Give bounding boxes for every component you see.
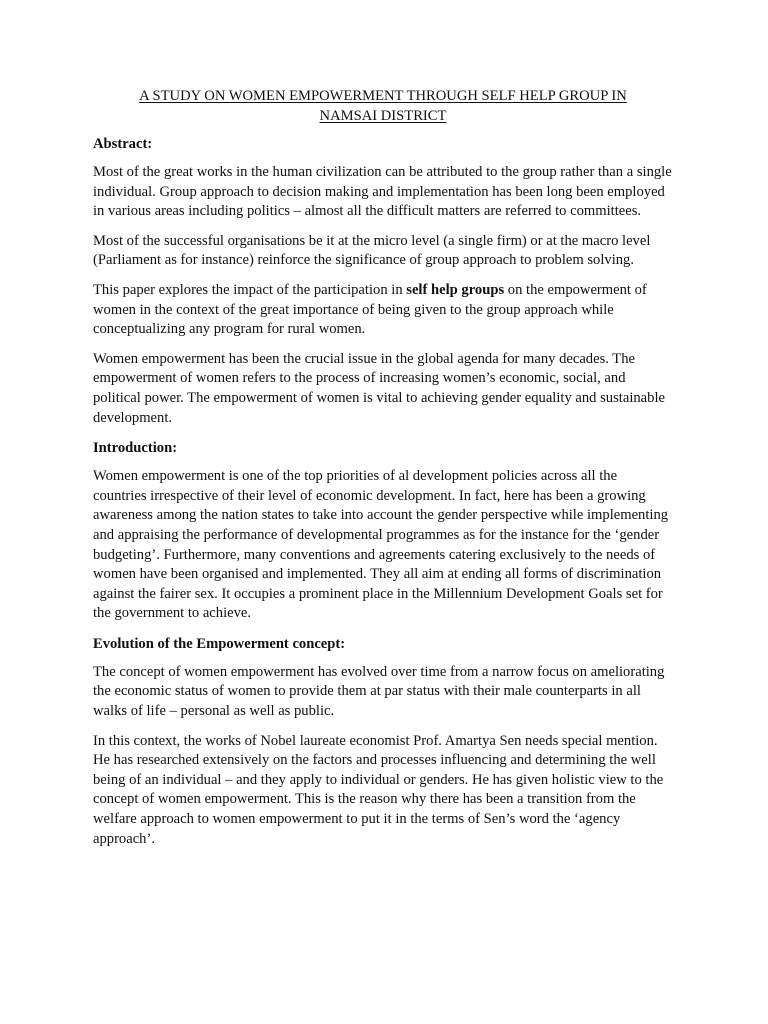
document-title <box>93 86 673 126</box>
evolution-paragraph-1: The concept of women empowerment has evolved over time from a narrow focus on ameliorating the economic status of women to provide them at par status with their male counterparts in all walks of life – personal as well as public. <box>93 663 665 720</box>
abstract-paragraph-4: Women empowerment has been the crucial issue in the global agenda for many decades. The empowerment of women refers to the process of increasing women’s economic, social, and political power. The empowerment of women is vital to achieving gender equality and sustainable development. <box>93 350 665 426</box>
document-title-line-2: NAMSAI DISTRICT <box>319 108 447 124</box>
evolution-paragraph-2: In this context, the works of Nobel laureate economist Prof. Amartya Sen needs special mention. He has researched extensively on the factors and processes influencing and determining the well being of an individual – and they apply to individual or genders. He has given holistic view to the concept of women empowerment. This is the reason why there has been a transition from the welfare approach to women empowerment to put it in the terms of Sen’s word the ‘agency approach’. <box>93 732 664 847</box>
abstract-paragraph-2: Most of the successful organisations be it at the micro level (a single firm) or at the macro level (Parliament as for instance) reinforce the significance of group approach to problem solving. <box>93 232 651 269</box>
abstract-paragraph-3-start: This paper explores the impact of the participation in <box>93 281 407 298</box>
abstract-paragraph-1: Most of the great works in the human civilization can be attributed to the group rather than a single individual. Group approach to decision making and implementation has been long been employed in various areas including politics – almost all the difficult matters are referred to committees. <box>93 164 672 220</box>
introduction-heading: Introduction: <box>93 440 178 457</box>
introduction-paragraph-1: Women empowerment is one of the top priorities of al development policies across all the countries irrespective of their level of economic development. In fact, here has been a growing awareness among the nation states to take into account the gender perspective while implementing and appraising the performance of developmental programmes as for the instance for the ‘gender budgeting’. Furthermore, many conventions and agreements catering exclusively to the needs of women have been organised and implemented. They all aim at ending all forms of discrimination against the fairer sex. It occupies a prominent place in the Millennium Development Goals set for the government to achieve. <box>93 468 669 622</box>
self-help-groups-emphasis: self help groups <box>406 281 505 298</box>
document-title-line-1: A STUDY ON WOMEN EMPOWERMENT THROUGH SELF HELP GROUP IN <box>139 88 627 104</box>
abstract-paragraph-3-end: on the empowerment of women in the context of the great importance of being given to the group approach while conceptualizing any program for rural women. <box>93 281 647 338</box>
abstract-heading: Abstract: <box>93 136 153 152</box>
abstract-paragraph-3 <box>93 281 673 340</box>
evolution-heading: Evolution of the Empowerment concept: <box>93 635 346 652</box>
document-body <box>93 86 673 859</box>
